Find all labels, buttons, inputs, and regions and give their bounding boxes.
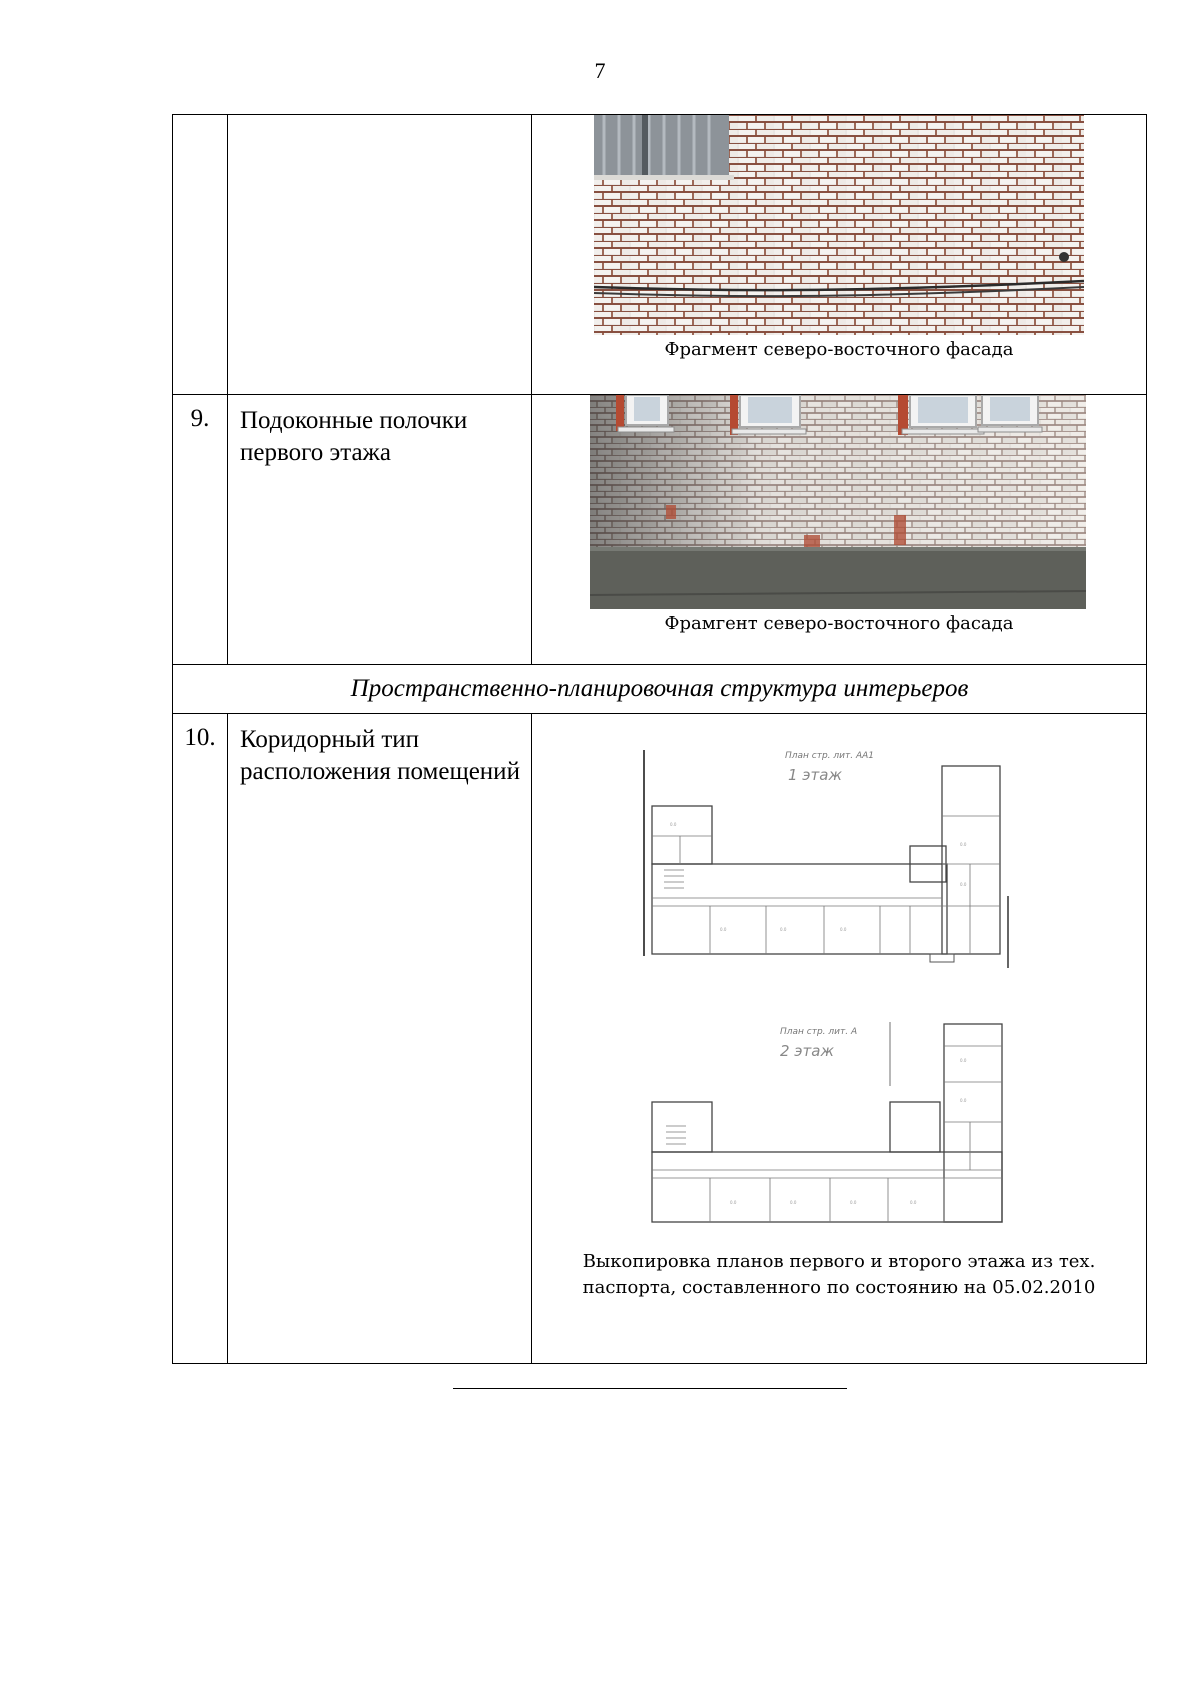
table-row-9 (173, 395, 1147, 665)
row-number: 9. (173, 395, 228, 665)
svg-text:0.0: 0.0 (790, 1200, 797, 1205)
number-cell-empty (173, 115, 228, 395)
svg-text:0.0: 0.0 (670, 822, 677, 827)
svg-text:0.0: 0.0 (960, 842, 967, 847)
photo-caption: Фрагмент северо-восточного фасада (664, 339, 1014, 360)
svg-text:0.0: 0.0 (960, 1098, 967, 1103)
svg-text:0.0: 0.0 (730, 1200, 737, 1205)
floor-plans-cell (532, 714, 1147, 1364)
window-sills-photo (590, 395, 1086, 609)
svg-text:0.0: 0.0 (840, 927, 847, 932)
floor-plan-2 (640, 1022, 1030, 1237)
photo-cell (532, 395, 1147, 665)
footnote-separator (453, 1388, 847, 1389)
page-number: 7 (594, 58, 606, 83)
plans-caption-line-2: паспорта, составленного по состоянию на 05.02.2010 (582, 1277, 1096, 1298)
svg-text:0.0: 0.0 (780, 927, 787, 932)
row-number: 10. (173, 714, 228, 1364)
table-row-continued (173, 115, 1147, 395)
plan2-floor: 2 этаж (780, 1042, 834, 1060)
plans-caption-line-1: Выкопировка планов первого и второго этажа из тех. (582, 1251, 1096, 1272)
table-row-10 (173, 714, 1147, 1364)
monuments-table (172, 114, 1147, 1364)
plan1-floor: 1 этаж (788, 766, 842, 784)
svg-text:0.0: 0.0 (720, 927, 727, 932)
row-name: Подоконные полочки первого этажа (228, 395, 532, 665)
photo-caption: Фрамгент северо-восточного фасада (664, 613, 1014, 634)
photo-cell (532, 115, 1147, 395)
floor-plan-1 (640, 746, 1030, 986)
brick-facade-photo (594, 115, 1084, 335)
plans-caption (532, 1249, 1146, 1301)
section-title: Пространственно-планировочная структура интерьеров (173, 665, 1147, 714)
section-header-row (173, 665, 1147, 714)
name-cell-empty (228, 115, 532, 395)
svg-text:0.0: 0.0 (960, 882, 967, 887)
plan2-title: План стр. лит. А (780, 1027, 858, 1037)
svg-text:0.0: 0.0 (910, 1200, 917, 1205)
plan1-title: План стр. лит. АА1 (785, 751, 875, 761)
svg-text:0.0: 0.0 (960, 1058, 967, 1063)
svg-text:0.0: 0.0 (850, 1200, 857, 1205)
row-name: Коридорный тип расположения помещений (228, 714, 532, 1364)
